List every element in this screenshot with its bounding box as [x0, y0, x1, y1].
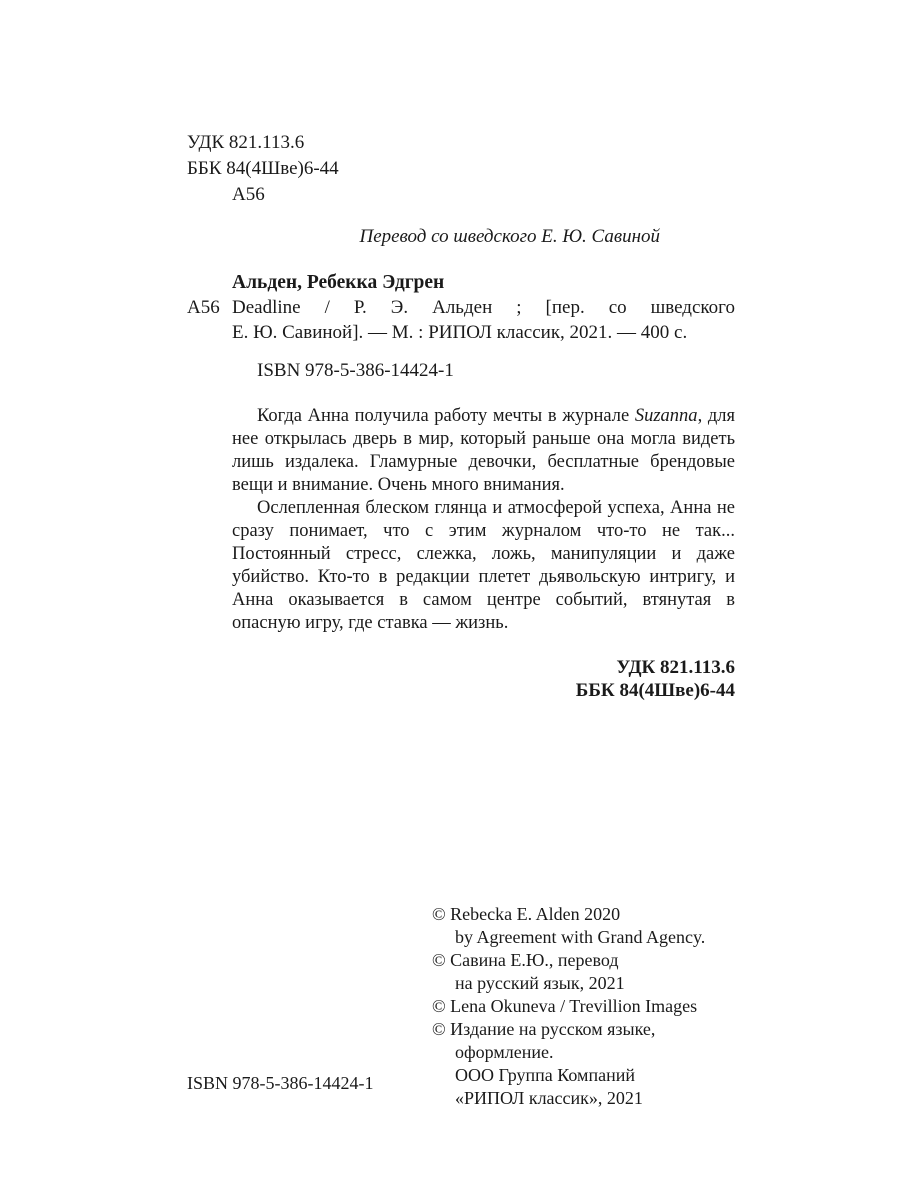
copyright-line: by Agreement with Grand Agency. — [455, 927, 706, 947]
annotation-paragraph-1: Когда Анна получила работу мечты в журнале Suzanna, для нее открылась дверь в мир, который раньше она могла видеть лишь издалека. Гламурные девочки, бесплатные брендовые вещи и внимание. Очень много внимания. — [232, 406, 735, 495]
record-line-1: Deadline / Р. Э. Альден ; [пер. со шведского — [232, 297, 735, 318]
record-row — [187, 295, 735, 320]
record-isbn: ISBN 978-5-386-14424-1 — [257, 360, 454, 381]
bibliographic-record — [187, 270, 735, 383]
record-author: Альден, Ребекка Эдгрен — [232, 272, 445, 293]
copyright-line: оформление. — [455, 1042, 554, 1062]
annotation — [232, 405, 735, 635]
copyright-line: © Rebecka E. Alden 2020 — [432, 904, 621, 924]
author-code: А56 — [232, 184, 265, 205]
copyright-line: © Савина Е.Ю., перевод — [432, 950, 619, 970]
annotation-paragraph-2: Ослепленная блеском глянца и атмосферой успеха, Анна не сразу понимает, что с этим журналом что-то не так... Постоянный стресс, слежка, ложь, манипуляции и даже убийство. Кто-то в редакции плетет дьявольскую интригу, и Анна оказывается в самом центре событий, втянутая в опасную игру, где ставка — жизнь. — [232, 498, 735, 633]
copyright-line: © Lena Okuneva / Trevillion Images — [432, 996, 698, 1016]
record-line-2: Е. Ю. Савиной]. — М. : РИПОЛ классик, 2021. — 400 с. — [232, 322, 688, 343]
copyright-line: «РИПОЛ классик», 2021 — [455, 1088, 643, 1108]
magazine-name: Suzanna — [634, 406, 698, 426]
udk-code: УДК 821.113.6 — [187, 132, 305, 153]
copyright-line: ООО Группа Компаний — [455, 1065, 635, 1085]
translator-note: Перевод со шведского Е. Ю. Савиной — [359, 226, 660, 247]
copyright-block — [432, 903, 705, 1110]
record-row — [187, 320, 735, 345]
classification-block — [187, 130, 339, 208]
copyright-line: © Издание на русском языке, — [432, 1019, 656, 1039]
bbk-code: ББК 84(4Шве)6-44 — [187, 158, 339, 179]
isbn-bottom: ISBN 978-5-386-14424-1 — [187, 1073, 374, 1093]
udk-code-bold: УДК 821.113.6 — [616, 657, 735, 678]
classification-bold-block — [187, 656, 735, 702]
record-code: А56 — [187, 297, 220, 318]
copyright-line: на русский язык, 2021 — [455, 973, 625, 993]
bbk-code-bold: ББК 84(4Шве)6-44 — [575, 680, 735, 701]
